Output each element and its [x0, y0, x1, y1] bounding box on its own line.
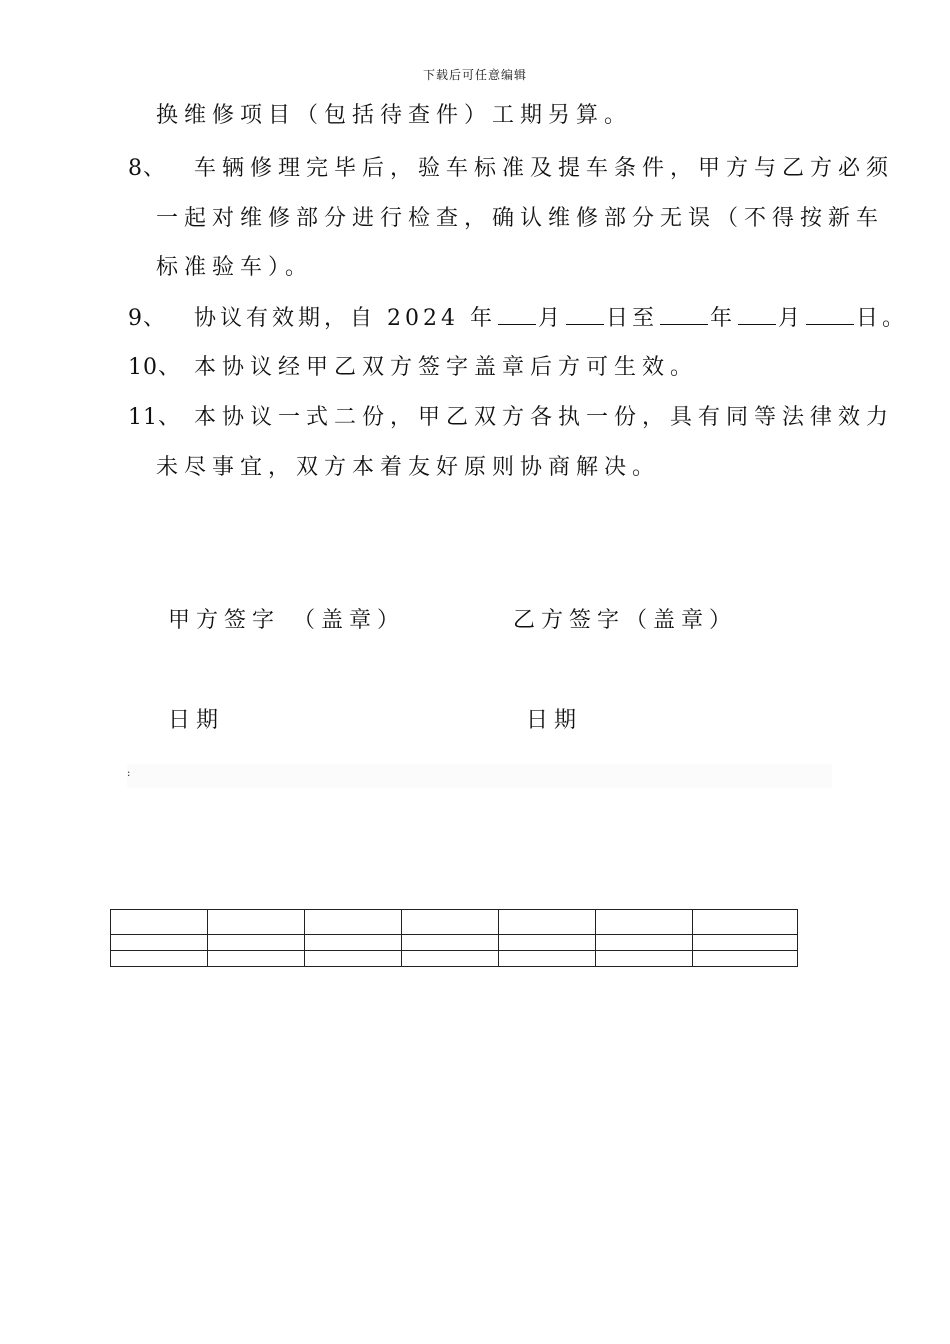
page-header: 下载后可任意编辑	[422, 68, 527, 82]
table-cell	[208, 935, 305, 951]
table-cell	[111, 910, 208, 935]
clause-8-text-1: 车辆修理完毕后，验车标准及提车条件，甲方与乙方必须	[194, 156, 895, 181]
table-cell	[305, 910, 402, 935]
clause-9-text-6: 日。	[856, 306, 909, 331]
table-cell	[111, 951, 208, 967]
blank-month-end[interactable]	[738, 304, 776, 325]
table-row	[111, 951, 798, 967]
clause-9-text-1: 协议有效期，自 2024 年	[194, 306, 496, 331]
clause-9-number: 9、	[128, 306, 166, 331]
table-cell	[499, 935, 596, 951]
empty-table	[110, 909, 798, 967]
clause-11-line-2: 未尽事宜，双方本着友好原则协商解决。	[156, 455, 661, 480]
party-b-signature-label: 乙方签字（盖章）	[513, 608, 738, 633]
party-a-signature-label: 甲方签字 （盖章）	[168, 608, 405, 633]
table-cell	[402, 951, 499, 967]
table-cell	[499, 910, 596, 935]
clause-8-line-1	[128, 155, 894, 183]
table-cell	[305, 951, 402, 967]
clause-8-number: 8、	[128, 156, 166, 181]
clause-9-line	[128, 304, 908, 333]
clause-10-text: 本协议经甲乙双方签字盖章后方可生效。	[194, 355, 699, 380]
table-cell	[208, 910, 305, 935]
table-cell	[693, 910, 798, 935]
clause-9-text-3: 日至	[606, 306, 659, 331]
colon-mark: :	[127, 768, 131, 779]
clause-9-text-5: 月	[778, 306, 805, 331]
table-cell	[402, 935, 499, 951]
table-cell	[111, 935, 208, 951]
clause-11-line-1	[128, 404, 894, 432]
table-cell	[208, 951, 305, 967]
table-cell	[596, 935, 693, 951]
table-cell	[693, 951, 798, 967]
blank-day-start[interactable]	[566, 304, 604, 325]
party-a-date-label: 日期	[168, 708, 225, 733]
table-cell	[693, 935, 798, 951]
table-cell	[305, 935, 402, 951]
clause-10-line	[128, 354, 698, 382]
clause-8-line-3: 标准验车）。	[156, 255, 314, 280]
blank-year-end[interactable]	[660, 304, 708, 325]
paragraph-continuation: 换维修项目（包括待查件）工期另算。	[156, 103, 633, 128]
table-cell	[596, 910, 693, 935]
clause-9-text-4: 年	[710, 306, 737, 331]
table-row	[111, 910, 798, 935]
table-row	[111, 935, 798, 951]
party-b-date-label: 日期	[526, 708, 583, 733]
clause-10-number: 10、	[128, 355, 181, 380]
shaded-band	[127, 764, 832, 788]
blank-day-end[interactable]	[806, 304, 854, 325]
clause-8-line-2: 一起对维修部分进行检查，确认维修部分无误（不得按新车	[156, 206, 885, 231]
table-cell	[402, 910, 499, 935]
blank-month-start[interactable]	[498, 304, 536, 325]
table-cell	[596, 951, 693, 967]
clause-9-text-2: 月	[537, 306, 564, 331]
table-cell	[499, 951, 596, 967]
clause-11-number: 11、	[128, 405, 181, 430]
clause-11-text-1: 本协议一式二份，甲乙双方各执一份，具有同等法律效力	[194, 405, 895, 430]
